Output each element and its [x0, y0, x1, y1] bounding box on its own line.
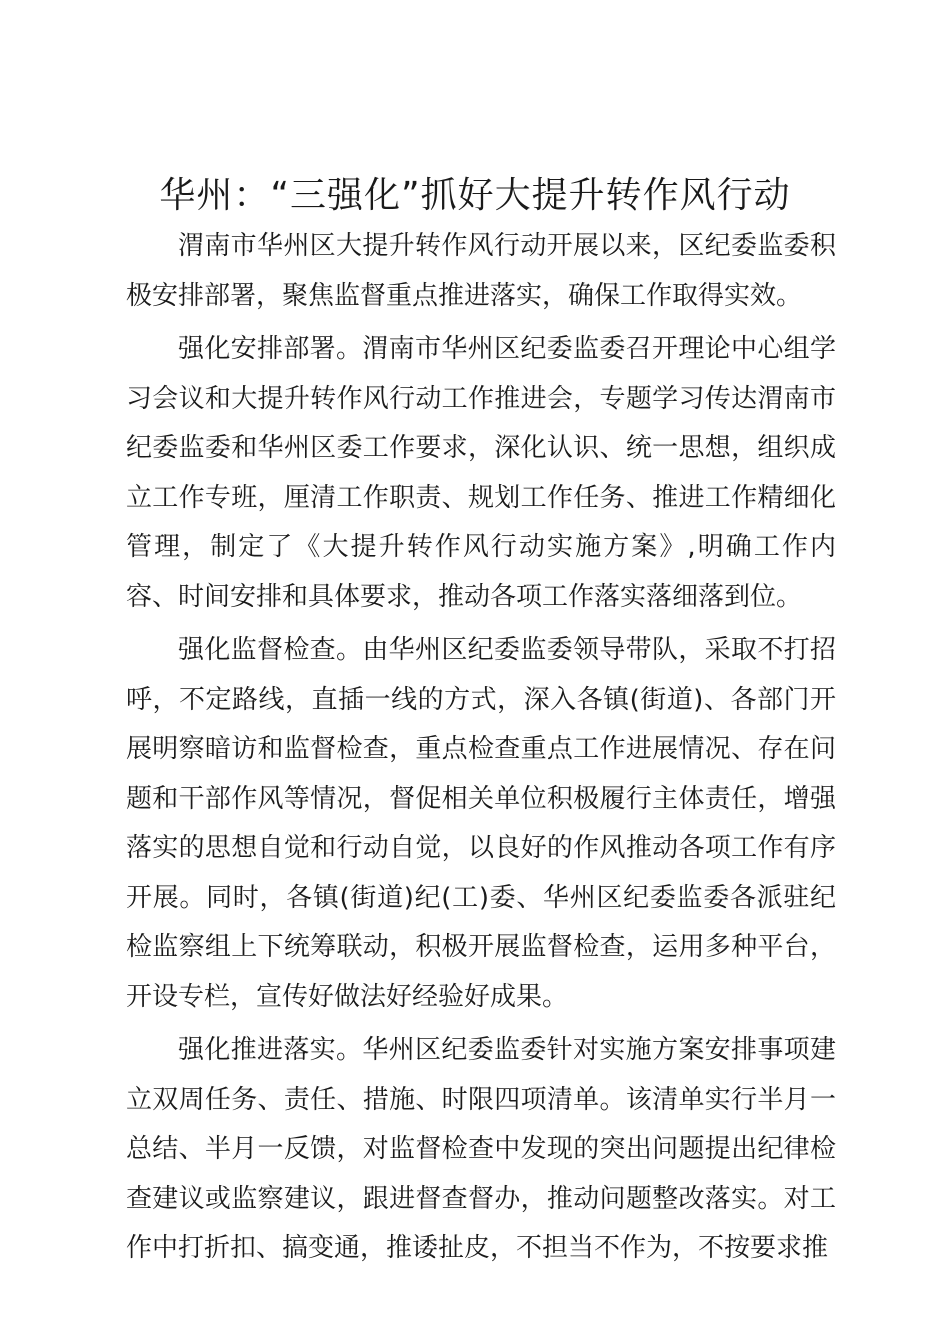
document-body: [126, 222, 836, 1278]
document-title: 华州：“三强化”抓好大提升转作风行动: [159, 175, 791, 216]
paragraph-intro: 渭南市华州区大提升转作风行动开展以来，区纪委监委积极安排部署，聚焦监督重点推进落实，确保工作取得实效。: [126, 231, 836, 311]
paragraph-deployment: 强化安排部署。渭南市华州区纪委监委召开理论中心组学习会议和大提升转作风行动工作推进会，专题学习传达渭南市纪委监委和华州区委工作要求，深化认识、统一思想，组织成立工作专班，厘清工作职责、规划工作任务、推进工作精细化管理，制定了《大提升转作风行动实施方案》,明确工作内容、时间安排和具体要求，推动各项工作落实落细落到位。: [126, 334, 836, 612]
paragraph-implementation: 强化推进落实。华州区纪委监委针对实施方案安排事项建立双周任务、责任、措施、时限四项清单。该清单实行半月一总结、半月一反馈，对监督检查中发现的突出问题提出纪律检查建议或监察建议，跟进督查督办，推动问题整改落实。对工作中打折扣、搞变通，推诿扯皮，不担当不作为，不按要求推: [126, 1035, 836, 1263]
paragraph-supervision: 强化监督检查。由华州区纪委监委领导带队，采取不打招呼，不定路线，直插一线的方式，深入各镇(街道)、各部门开展明察暗访和监督检查，重点检查重点工作进展情况、存在问题和干部作风等情况，督促相关单位积极履行主体责任，增强落实的思想自觉和行动自觉，以良好的作风推动各项工作有序开展。同时，各镇(街道)纪(工)委、华州区纪委监委各派驻纪检监察组上下统筹联动，积极开展监督检查，运用多种平台，开设专栏，宣传好做法好经验好成果。: [126, 635, 836, 1012]
